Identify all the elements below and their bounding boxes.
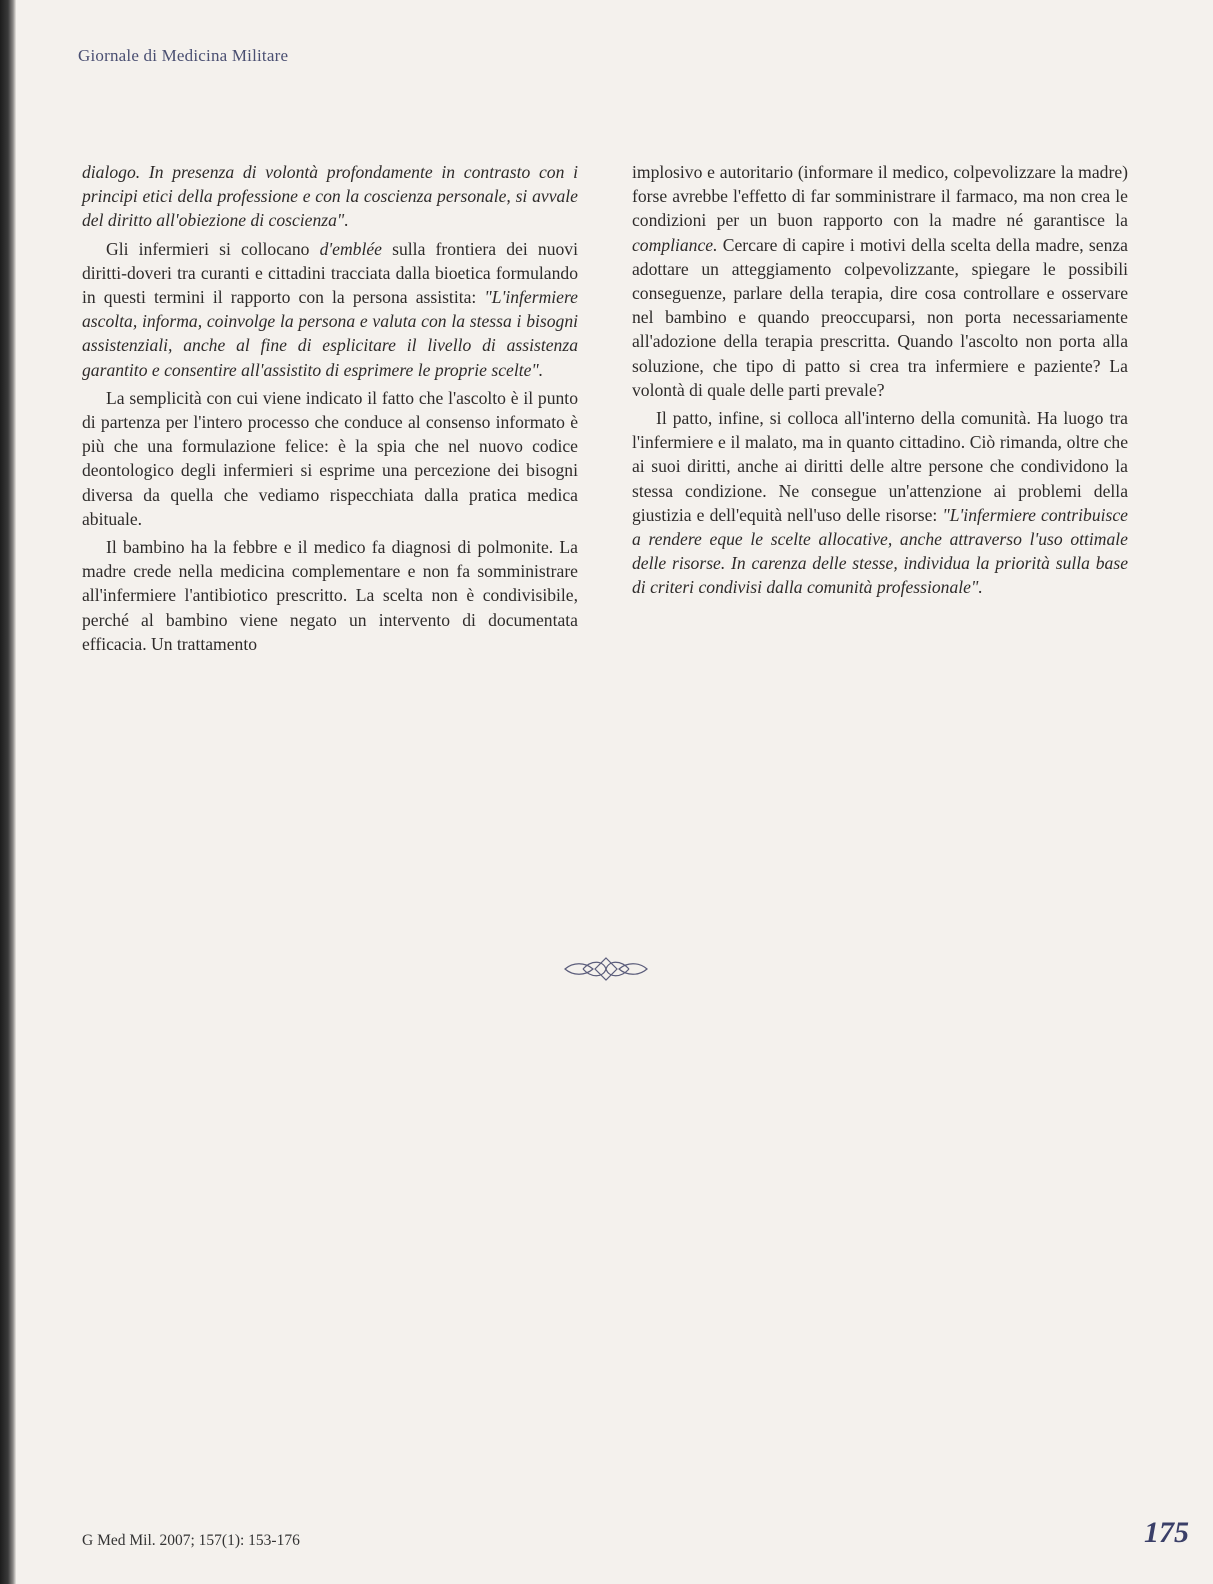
text-run: Il patto, infine, si colloca all'interno della comunità. Ha luogo tra l'infermiere e il malato, ma in quanto cittadino. Ciò rimanda, oltre che ai suoi diritti, anche ai diritti delle altre persone che condividono la stessa condizione. Ne consegue un'attenzione ai problemi della giustizia e dell'equità nell'uso delle risorse: bbox=[632, 408, 1128, 525]
paragraph: La semplicità con cui viene indicato il fatto che l'ascolto è il punto di partenza per l'intero processo che conduce al consenso informato è più che una formulazione felice: è la spia che nel nuovo codice deontologico degli infermieri si esprime una percezione dei bisogni diversa da quella che vediamo rispecchiata dalla pratica medica abituale. bbox=[82, 387, 578, 529]
code-quote: "L'infermiere ascolta, informa, coinvolge la persona e valuta con la stessa i bisogni assistenziali, anche al fine di esplicitare il livello di assistenza garantito e consentire all'assistito di esprimere le proprie scelte". bbox=[82, 287, 578, 380]
book-binding-shadow bbox=[0, 0, 16, 1584]
paragraph bbox=[632, 160, 1128, 402]
right-column bbox=[632, 160, 1128, 604]
emphasis: compliance. bbox=[632, 234, 718, 255]
paragraph bbox=[82, 237, 578, 382]
page-number: 175 bbox=[1144, 1516, 1189, 1549]
text-run: sulla frontiera dei nuovi diritti-doveri tra curanti e cittadini tracciata dalla bioetica formulando in questi termini il rapporto con la persona assistita: bbox=[82, 238, 578, 308]
left-column bbox=[82, 160, 578, 660]
emphasis: d'emblée bbox=[319, 238, 382, 259]
section-divider-ornament-icon bbox=[563, 956, 649, 982]
text-run: Gli infermieri si collocano bbox=[106, 238, 320, 259]
citation-footer: G Med Mil. 2007; 157(1): 153-176 bbox=[82, 1532, 300, 1549]
text-run: implosivo e autoritario (informare il medico, colpevolizzare la madre) forse avrebbe l'effetto di far somministrare il farmaco, ma non crea le condizioni per un buon rapporto con la madre né garantisce la bbox=[632, 162, 1128, 231]
paragraph bbox=[632, 406, 1128, 600]
text-run: Cercare di capire i motivi della scelta della madre, senza adottare un atteggiamento colpevolizzante, spiegare le possibili conseguenze, parlare della terapia, dire cosa controllare e osservare nel bambino e quando preoccuparsi, non porta necessariamente all'adozione della terapia prescritta. Quando l'ascolto non porta alla soluzione, che tipo di patto si crea tra infermiere e paziente? La volontà di quale delle parti prevale? bbox=[632, 234, 1128, 400]
paragraph: Il bambino ha la febbre e il medico fa diagnosi di polmonite. La madre crede nella medicina complementare e non fa somministrare all'infermiere l'antibiotico prescritto. La scelta non è condivisibile, perché al bambino viene negato un intervento di documentata efficacia. Un trattamento bbox=[82, 537, 578, 654]
running-header: Giornale di Medicina Militare bbox=[78, 46, 289, 65]
paragraph-quote-continuation: dialogo. In presenza di volontà profondamente in contrasto con i principi etici della professione e con la coscienza personale, si avvale del diritto all'obiezione di coscienza". bbox=[82, 162, 578, 231]
code-quote: "L'infermiere contribuisce a rendere eque le scelte allocative, anche attraverso l'uso ottimale delle risorse. In carenza delle stesse, individua la priorità sulla base di criteri condivisi dalla comunità professionale". bbox=[632, 504, 1128, 598]
